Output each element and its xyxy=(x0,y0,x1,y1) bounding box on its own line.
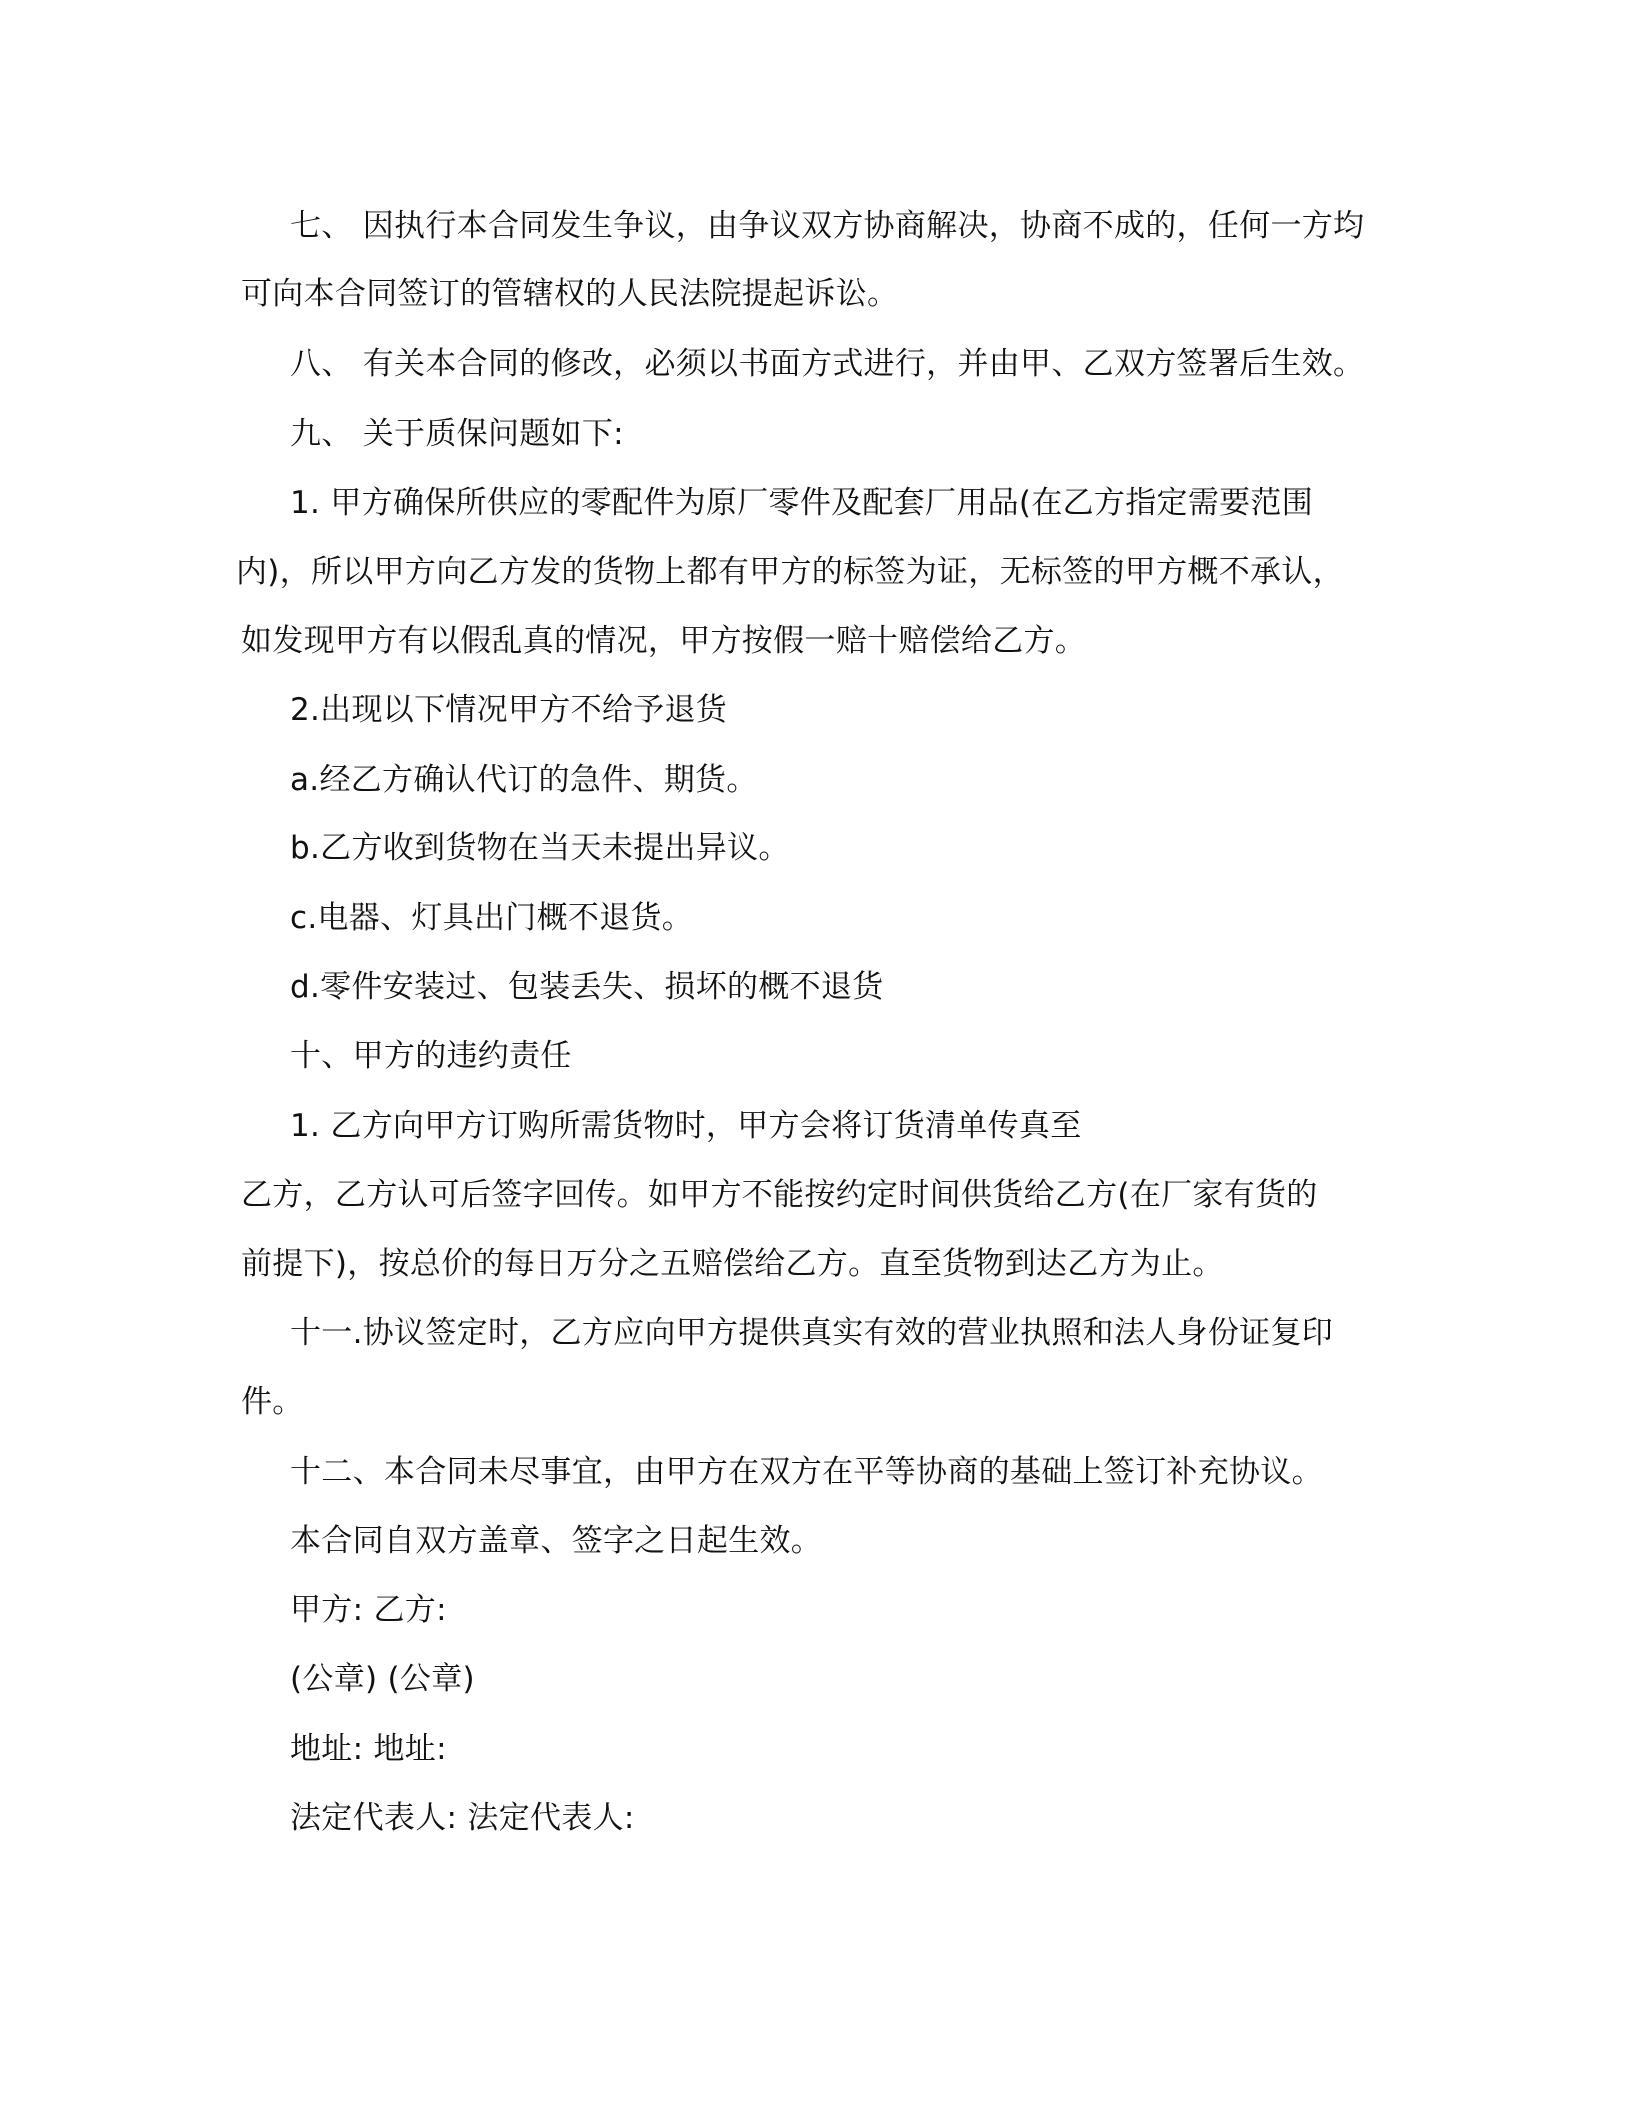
effective-clause: 本合同自双方盖章、签字之日起生效。 xyxy=(290,1523,823,1559)
clause-9-item-2: 2.出现以下情况甲方不给予退货 xyxy=(290,692,728,728)
clause-12: 十二、本合同未尽事宜，由甲方在双方在平等协商的基础上签订补充协议。 xyxy=(290,1454,1323,1490)
clause-10-heading: 十、甲方的违约责任 xyxy=(290,1038,572,1074)
signature-addresses: 地址: 地址: xyxy=(290,1731,447,1767)
clause-7-line-1: 七、 因执行本合同发生争议，由争议双方协商解决，协商不成的，任何一方均 xyxy=(290,208,1365,244)
signature-seals: (公章) (公章) xyxy=(290,1661,475,1697)
clause-9-item-2d: d.零件安装过、包装丢失、损坏的概不退货 xyxy=(290,969,884,1005)
clause-10-item-1-line-3: 前提下)，按总价的每日万分之五赔偿给乙方。直至货物到达乙方为止。 xyxy=(241,1246,1224,1282)
clause-9-item-1-line-3: 如发现甲方有以假乱真的情况，甲方按假一赔十赔偿给乙方。 xyxy=(241,623,1087,659)
clause-9-item-2a: a.经乙方确认代订的急件、期货。 xyxy=(290,762,758,798)
clause-9-heading: 九、 关于质保问题如下: xyxy=(290,416,624,452)
signature-parties: 甲方: 乙方: xyxy=(290,1592,447,1628)
clause-9-item-2c: c.电器、灯具出门概不退货。 xyxy=(290,900,694,936)
clause-11-line-2: 件。 xyxy=(241,1384,304,1420)
clause-7-line-2: 可向本合同签订的管辖权的人民法院提起诉讼。 xyxy=(241,276,899,312)
signature-legal-representatives: 法定代表人: 法定代表人: xyxy=(290,1800,635,1836)
clause-9-item-1-line-1: 1. 甲方确保所供应的零配件为原厂零件及配套厂用品(在乙方指定需要范围 xyxy=(290,485,1314,521)
clause-11-line-1: 十一.协议签定时，乙方应向甲方提供真实有效的营业执照和法人身份证复印 xyxy=(290,1315,1334,1351)
clause-10-item-1-line-2: 乙方，乙方认可后签字回传。如甲方不能按约定时间供货给乙方(在厂家有货的 xyxy=(241,1177,1318,1213)
clause-8: 八、 有关本合同的修改，必须以书面方式进行，并由甲、乙双方签署后生效。 xyxy=(290,346,1365,382)
clause-9-item-2b: b.乙方收到货物在当天未提出异议。 xyxy=(290,830,790,866)
clause-9-item-1-line-2: 内)，所以甲方向乙方发的货物上都有甲方的标签为证，无标签的甲方概不承认， xyxy=(236,554,1344,590)
clause-10-item-1-line-1: 1. 乙方向甲方订购所需货物时，甲方会将订货清单传真至 xyxy=(290,1108,1082,1144)
